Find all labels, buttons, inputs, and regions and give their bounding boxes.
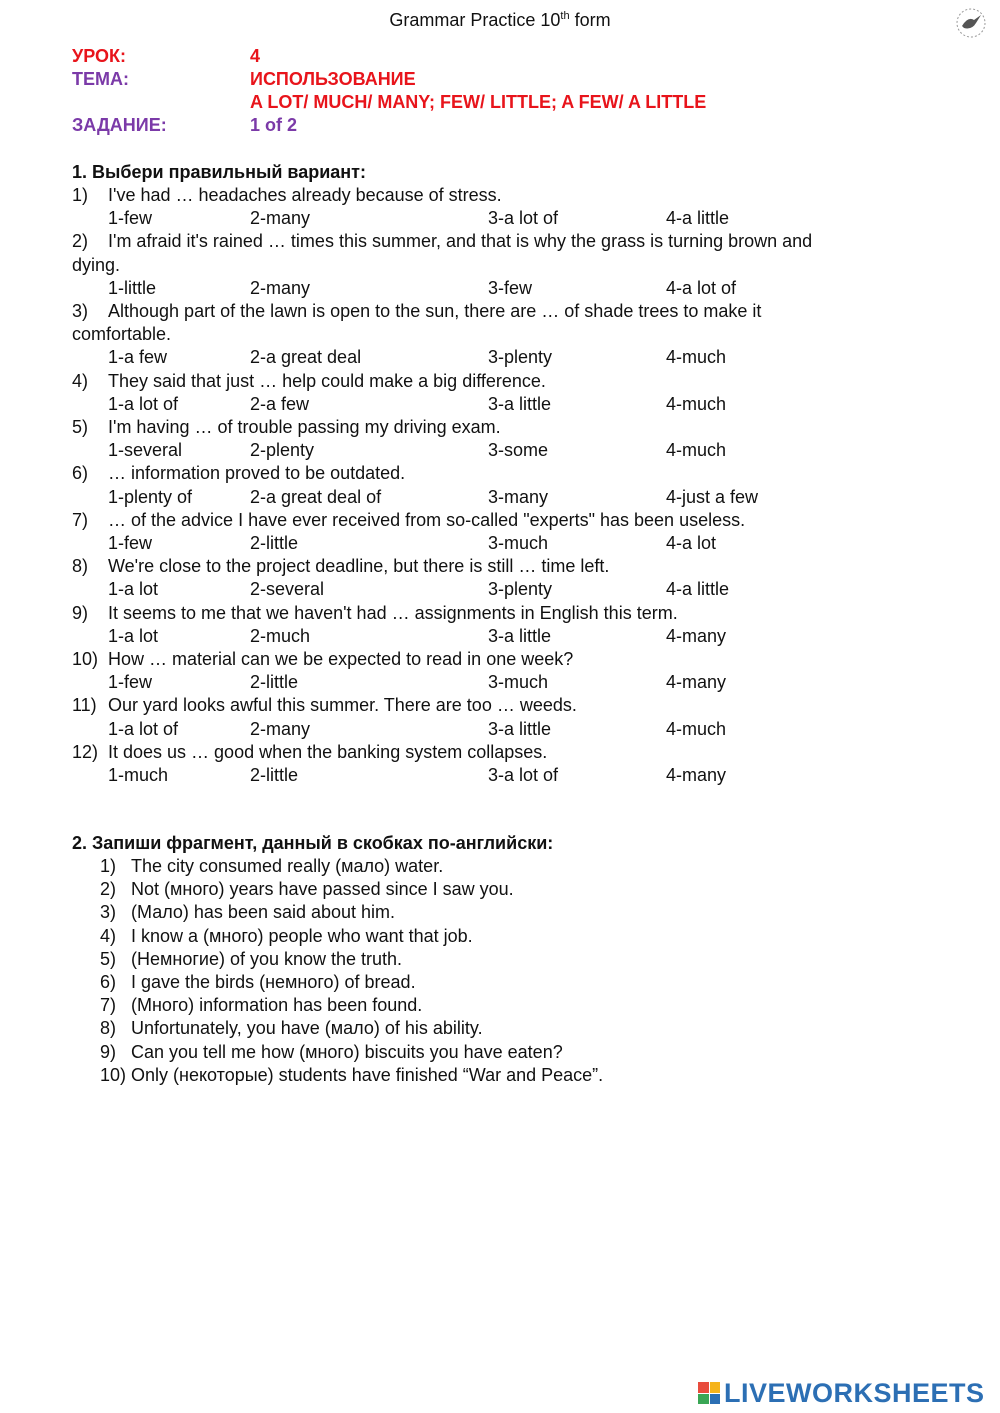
question-text	[72, 416, 932, 439]
answer-option[interactable]: 3-plenty	[488, 347, 553, 368]
answer-option[interactable]: 2-plenty	[250, 440, 315, 461]
answer-option[interactable]: 1-much	[108, 764, 169, 785]
translation-item	[100, 1064, 900, 1087]
question-number: 2)	[72, 231, 89, 252]
answer-option[interactable]: 4-a little	[666, 208, 730, 229]
question-number: 12)	[72, 741, 99, 762]
answer-options	[72, 486, 932, 509]
answer-option[interactable]: 2-a few	[250, 393, 310, 414]
translation-item	[100, 855, 900, 878]
question-continuation: dying.	[72, 254, 121, 275]
item-text: The city consumed really (мало) water.	[131, 856, 444, 876]
question-text	[72, 648, 932, 671]
question-number: 6)	[72, 463, 89, 484]
answer-option[interactable]: 3-a little	[488, 625, 552, 646]
liveworksheets-logo[interactable]	[698, 1378, 985, 1408]
answer-option[interactable]: 4-just a few	[666, 486, 759, 507]
answer-option[interactable]: 4-a little	[666, 579, 730, 600]
answer-option[interactable]: 2-little	[250, 532, 299, 553]
task-label: ЗАДАНИЕ:	[72, 115, 167, 135]
translation-item	[100, 925, 900, 948]
question-text	[72, 370, 932, 393]
question-text	[72, 602, 932, 625]
answer-option[interactable]: 2-several	[250, 579, 325, 600]
section2-title: 2. Запиши фрагмент, данный в скобках по-английски:	[72, 833, 554, 853]
item-text: (Мало) has been said about him.	[131, 902, 396, 923]
question-number: 10)	[72, 648, 99, 669]
question-number: 3)	[72, 300, 89, 321]
question-number: 4)	[72, 370, 89, 391]
item-number: 8)	[100, 1018, 117, 1039]
translation-item	[100, 878, 900, 901]
answer-option[interactable]: 3-many	[488, 486, 549, 507]
question-text	[72, 462, 932, 485]
question-text	[72, 184, 932, 207]
answer-option[interactable]: 4-many	[666, 625, 727, 646]
bird-icon	[954, 6, 988, 40]
answer-option[interactable]: 4-many	[666, 764, 727, 785]
question-body: I'm afraid it's rained … times this summer, and that is why the grass is turning brown and	[108, 231, 813, 252]
answer-options	[72, 346, 932, 369]
question-body: I'm having … of trouble passing my driving exam.	[108, 416, 501, 437]
answer-options	[72, 578, 932, 601]
lesson-value: 4	[250, 46, 261, 66]
answer-options	[72, 625, 932, 648]
translation-item	[100, 994, 900, 1017]
translation-item	[100, 948, 900, 971]
item-number: 1)	[100, 856, 117, 876]
question-text	[72, 694, 932, 717]
question-number: 5)	[72, 416, 89, 437]
answer-option[interactable]: 2-many	[250, 277, 311, 298]
answer-option[interactable]: 2-little	[250, 672, 299, 693]
answer-options	[72, 532, 932, 555]
answer-option[interactable]: 4-many	[666, 672, 727, 693]
translation-item	[100, 1041, 900, 1064]
answer-option[interactable]: 4-a lot of	[666, 277, 737, 298]
question-body: How … material can we be expected to read in one week?	[108, 648, 574, 669]
translation-item	[100, 971, 900, 994]
answer-option[interactable]: 3-a little	[488, 393, 552, 414]
question-number: 9)	[72, 602, 89, 623]
answer-option[interactable]: 2-a great deal of	[250, 486, 382, 507]
answer-option[interactable]: 3-a lot of	[488, 208, 559, 229]
question-body: Our yard looks awful this summer. There are too … weeds.	[108, 695, 577, 716]
item-text: (Немногие) of you know the truth.	[131, 948, 403, 969]
item-number: 6)	[100, 971, 117, 992]
question-body: It does us … good when the banking system collapses.	[108, 741, 548, 762]
topic-value-1: ИСПОЛЬЗОВАНИЕ	[250, 69, 416, 89]
question-body: … of the advice I have ever received from so-called "experts" has been useless.	[108, 509, 746, 530]
question-continuation: comfortable.	[72, 324, 172, 345]
answer-option[interactable]: 1-a lot	[108, 579, 159, 600]
answer-option[interactable]: 1-few	[108, 672, 153, 693]
answer-option[interactable]: 1-few	[108, 208, 153, 229]
answer-option[interactable]: 3-much	[488, 532, 549, 553]
answer-options	[72, 439, 932, 462]
liveworksheets-logo-icon	[698, 1382, 720, 1404]
item-number: 5)	[100, 948, 117, 969]
answer-option[interactable]: 2-many	[250, 718, 311, 739]
topic-label: ТЕМА:	[72, 69, 129, 89]
item-text: (Много) information has been found.	[131, 995, 423, 1016]
page-title: Grammar Practice 10th form	[389, 10, 611, 30]
answer-options	[72, 277, 932, 300]
item-text: Not (много) years have passed since I saw you.	[131, 879, 514, 900]
answer-option[interactable]: 1-a lot of	[108, 718, 179, 739]
task-value: 1 of 2	[250, 115, 298, 135]
answer-option[interactable]: 2-little	[250, 764, 299, 785]
item-text: I know a (много) people who want that job.	[131, 925, 473, 946]
answer-option[interactable]: 3-plenty	[488, 579, 553, 600]
translation-item	[100, 1017, 900, 1040]
question-text	[72, 300, 932, 323]
item-number: 4)	[100, 925, 117, 946]
question-text	[72, 741, 932, 764]
answer-option[interactable]: 1-a lot	[108, 625, 159, 646]
answer-option[interactable]: 4-much	[666, 440, 727, 461]
topic-value-2: A LOT/ MUCH/ MANY; FEW/ LITTLE; A FEW/ A LITTLE	[250, 92, 707, 112]
answer-option[interactable]: 3-few	[488, 277, 533, 298]
question-number: 8)	[72, 556, 89, 577]
answer-option[interactable]: 3-some	[488, 440, 549, 461]
question-body: Although part of the lawn is open to the sun, there are … of shade trees to make it	[108, 300, 762, 321]
answer-option[interactable]: 4-much	[666, 718, 727, 739]
item-text: Can you tell me how (много) biscuits you have eaten?	[131, 1041, 563, 1062]
question-body: … information proved to be outdated.	[108, 463, 406, 484]
answer-option[interactable]: 1-a lot of	[108, 393, 179, 414]
item-text: Only (некоторые) students have finished “War and Peace”.	[131, 1064, 604, 1085]
answer-option[interactable]: 3-a lot of	[488, 764, 559, 785]
question-number: 1)	[72, 185, 89, 205]
answer-option[interactable]: 3-much	[488, 672, 549, 693]
translation-item	[100, 901, 900, 924]
answer-option[interactable]: 1-a few	[108, 347, 168, 368]
answer-option[interactable]: 3-a little	[488, 718, 552, 739]
question-body: I've had … headaches already because of stress.	[108, 185, 502, 205]
answer-options	[72, 207, 932, 230]
answer-option[interactable]: 1-several	[108, 440, 183, 461]
translation-list	[100, 855, 900, 1087]
answer-option[interactable]: 4-much	[666, 347, 727, 368]
question-text	[72, 230, 932, 253]
answer-option[interactable]: 2-many	[250, 208, 311, 229]
item-number: 9)	[100, 1041, 117, 1062]
question-list	[72, 184, 932, 787]
answer-option[interactable]: 4-much	[666, 393, 727, 414]
item-number: 2)	[100, 879, 117, 900]
answer-options	[72, 764, 932, 787]
answer-option[interactable]: 2-a great deal	[250, 347, 362, 368]
item-text: I gave the birds (немного) of bread.	[131, 971, 416, 992]
section1-title: 1. Выбери правильный вариант:	[72, 162, 366, 182]
question-number: 7)	[72, 509, 89, 530]
item-number: 3)	[100, 902, 117, 923]
question-body: It seems to me that we haven't had … assignments in English this term.	[108, 602, 678, 623]
answer-options	[72, 718, 932, 741]
answer-option[interactable]: 1-few	[108, 532, 153, 553]
question-number: 11)	[72, 695, 97, 716]
answer-options	[72, 671, 932, 694]
question-text	[72, 509, 932, 532]
answer-option[interactable]: 1-plenty of	[108, 486, 193, 507]
question-text	[72, 555, 932, 578]
answer-option[interactable]: 4-a lot	[666, 532, 717, 553]
item-number: 7)	[100, 995, 117, 1016]
question-body: We're close to the project deadline, but there is still … time left.	[108, 556, 610, 577]
lesson-label: УРОК:	[72, 46, 126, 66]
brand-text: LIVEWORKSHEETS	[724, 1377, 985, 1408]
item-text: Unfortunately, you have (мало) of his ability.	[131, 1018, 483, 1039]
question-body: They said that just … help could make a big difference.	[108, 370, 546, 391]
answer-option[interactable]: 2-much	[250, 625, 311, 646]
answer-options	[72, 393, 932, 416]
answer-option[interactable]: 1-little	[108, 277, 157, 298]
item-number: 10)	[100, 1064, 127, 1085]
